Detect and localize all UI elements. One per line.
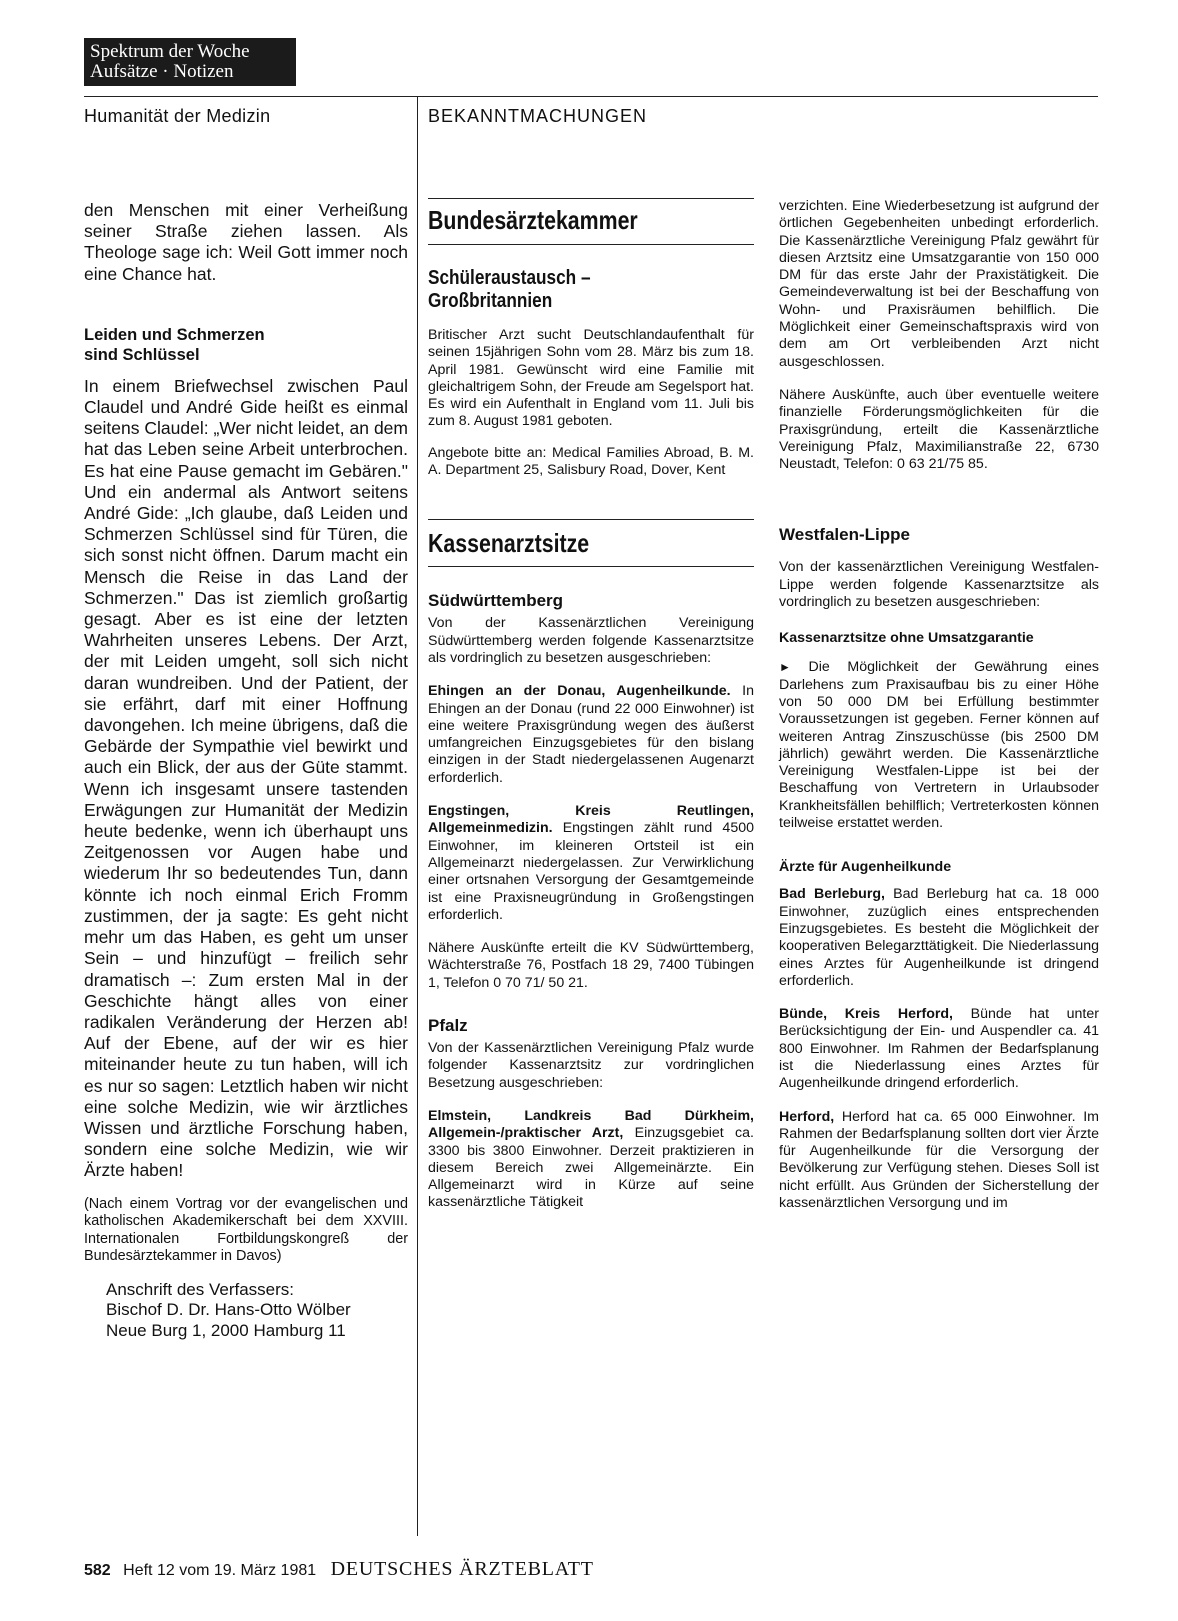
magazine-name: DEUTSCHES ÄRZTEBLATT <box>330 1558 594 1580</box>
subheading-line-1: Leiden und Schmerzen <box>84 325 265 344</box>
entry-buende-text: Bünde hat unter Berücksichtigung der Ein- und Auspendler ca. 41 800 Einwohner. Im Rahmen der Bedarfsplanung ist die Niederlassung eines Arztes für Augenheilkunde dringend erforderlich. <box>779 1006 1099 1092</box>
heading-schueler-line-2: Großbritannien <box>428 290 553 312</box>
subheading <box>84 325 408 365</box>
heading-schueleraustausch <box>428 267 708 313</box>
entry-buende <box>779 1006 1099 1092</box>
title-bundesaerztekammer: Bundesärztekammer <box>428 205 638 235</box>
entry-berleburg-title: Bad Berleburg, <box>779 886 885 903</box>
running-head-right: BEKANNTMACHUNGEN <box>428 106 648 126</box>
entry-ehingen <box>428 683 754 787</box>
page-number: 582 <box>84 1562 111 1579</box>
left-column <box>84 200 408 1341</box>
title-rule-top <box>428 198 754 199</box>
address-line-3: Neue Burg 1, 2000 Hamburg 11 <box>106 1320 346 1340</box>
subheading-line-2: sind Schlüssel <box>84 345 200 364</box>
pfalz-intro: Von der Kassenärztlichen Vereinigung Pfalz wurde folgender Kassenarztsitz zur vordringlichen Besetzung ausgeschrieben: <box>428 1040 754 1091</box>
section-badge <box>84 38 296 86</box>
column-divider <box>417 96 418 1536</box>
badge-line-2: Aufsätze · Notizen <box>90 61 234 82</box>
title-rule-top-2 <box>428 519 754 520</box>
entry-ehingen-title: Ehingen an der Donau, Augenheilkunde. <box>428 683 731 700</box>
sued-intro: Von der Kassenärztlichen Vereinigung Südwürttemberg werden folgende Kassenarztsitze als vordringlich zu besetzen ausgeschrieben: <box>428 615 754 666</box>
issue-info: Heft 12 vom 19. März 1981 <box>123 1562 317 1579</box>
entry-bad-berleburg <box>779 886 1099 990</box>
address-line-1: Anschrift des Verfassers: <box>106 1279 295 1299</box>
entry-engstingen-title: Engstingen, Kreis Reutlingen, Allgemeinmedizin. <box>428 803 754 837</box>
sued-contact: Nähere Auskünfte erteilt die KV Südwürttemberg, Wächterstraße 76, Postfach 18 29, 7400 Tübingen 1, Telefon 0 70 71/ 50 21. <box>428 940 754 991</box>
address-line-2: Bischof D. Dr. Hans-Otto Wölber <box>106 1300 351 1320</box>
title-kassenarztsitze: Kassenarztsitze <box>428 528 590 559</box>
wl-intro: Von der kassenärztlichen Vereinigung Westfalen-Lippe werden folgende Kassenarztsitze als vordringlich zu besetzen ausgeschrieben: <box>779 559 1099 611</box>
entry-ehingen-text: In Ehingen an der Donau (rund 22 000 Einwohner) ist eine weitere Praxisgründung wegen des äußerst umfangreichen Einzugsgebietes für den bislang einzigen in der Stadt niedergelassenen Augenarzt erforderlich. <box>428 683 754 786</box>
title-rule-bottom <box>428 244 754 245</box>
entry-buende-title: Bünde, Kreis Herford, <box>779 1006 954 1023</box>
heading-pfalz: Pfalz <box>428 1016 468 1036</box>
entry-herford-text: Herford hat ca. 65 000 Einwohner. Im Rahmen der Bedarfsplanung sollten dort vier Ärzte für Augenheilkunde für die Versorgung der Bevölkerung zur Verfügung stehen. Dieses Soll ist nicht erfüllt. Aus Gründen der Sicherstellung der kassenärztlichen Versorgung und im <box>779 1108 1099 1212</box>
badge-line-1: Spektrum der Woche <box>90 41 250 62</box>
entry-elmstein <box>428 1108 754 1212</box>
entry-berleburg-text: Bad Berleburg hat ca. 18 000 Einwohner, zuzüglich eines entsprechenden Einzugsgebietes. Es besteht die Möglichkeit der kooperativen Belegarzttätigkeit. Die Niederlassung eines Arztes für Augenheilkunde ist dringend erforderlich. <box>779 886 1099 989</box>
lecture-note: (Nach einem Vortrag vor der evangelischen und katholischen Akademikerschaft bei dem XXVIII. Internationalen Fortbildungskongreß der Bundesärztekammer in Davos) <box>84 1195 408 1265</box>
title-rule-bottom-2 <box>428 566 754 567</box>
running-head-left: Humanität der Medizin <box>84 106 271 126</box>
entry-herford <box>779 1109 1099 1213</box>
schueler-paragraph-1: Britischer Arzt sucht Deutschlandaufenthalt für seinen 15jährigen Sohn vom 28. März bis zum 18. April 1981. Gewünscht wird eine Familie mit gleichaltrigem Sohn, der Freude am Segelsport hat. Es wird ein Aufenthalt in England vom 11. Juli bis zum 8. August 1981 geboten. <box>428 327 754 430</box>
entry-engstingen <box>428 803 754 924</box>
entry-elmstein-text: Einzugsgebiet ca. 3300 bis 3800 Einwohner. Derzeit praktizieren in diesem Bereich zwei Allgemeinärzte. Ein Allgemeinarzt wird in Kürze auf seine kassenärztliche Tätigkeit <box>428 1125 754 1211</box>
author-address <box>84 1280 408 1342</box>
page-footer <box>84 1558 594 1581</box>
ohne-paragraph <box>779 659 1099 832</box>
middle-column <box>428 198 754 1212</box>
pfalz-contact: Nähere Auskünfte, auch über eventuelle weitere finanzielle Förderungsmöglichkeiten für die Praxisgründung, erteilt die Kassenärztliche Vereinigung Pfalz, Maximilianstraße 22, 6730 Neustadt, Telefon: 0 63 21/75 85. <box>779 386 1099 473</box>
body-paragraph: In einem Briefwechsel zwischen Paul Claudel und André Gide heißt es einmal seitens Claudel: „Wer nicht leidet, an dem hat das Leben seine Arbeit unterbrochen. Es hat eine Pause gemacht im Gebären." Und ein andermal als Antwort seitens André Gide: „Ich glaube, daß Leiden und Schmerzen Schlüssel sind für Türen, die sich sonst nicht öffnen. Darum macht ein Mensch die Reise in das Land der Schmerzen." Das ist ziemlich großartig gesagt. Aber es ist eine der letzten Wahrheiten unseres Lebens. Der Arzt, der mit Leiden umgeht, soll sich nicht daran wundreiben. Und der Patient, der sie erfährt, darf mit einer Hoffnung davongehen. Ich meine übrigens, daß die Gebärde der Sympathie viel bewirkt und auch ein Blick, der aus der Güte stammt. Wenn ich insgesamt unsere tastenden Erwägungen zur Humanität der Medizin heute bedenke, wenn ich überhaupt uns Zeitgenossen vor Augen habe und wiederum Ihr so bedeutendes Tun, dann könnte ich noch einmal Erich Fromm zustimmen, der ja sagte: Es geht nicht mehr um das Haben, es geht um unser Sein – und hinzufügt – freilich sehr dramatisch –: Zum ersten Mal in der Geschichte hängt alles von einer radikalen Veränderung der Herzen ab! Auf der Ebene, auf der wir es hier miteinander heute zu tun haben, will ich es nur so sagen: Letztlich haben wir nicht eine solche Medizin, wie wir ärztliches Wissen und ärztliche Forschung haben, sondern eine solche Medizin, wie wir Ärzte haben! <box>84 375 408 1181</box>
header-rule <box>84 96 1098 97</box>
arrow-marker-icon: ► <box>779 660 791 675</box>
intro-paragraph: den Menschen mit einer Verheißung seiner Straße ziehen lassen. Als Theologe sage ich: Weil Gott immer noch eine Chance hat. <box>84 200 408 284</box>
ohne-text: Die Möglichkeit der Gewährung eines Darlehens zum Praxisaufbau bis zu einer Höhe von 50 000 DM bei Erfüllung bestimmter Voraussetzungen ist gegeben. Ferner können auf weiteren Antrag Zinszuschüsse (bis 2500 DM jährlich) gewährt werden. Die Kassenärztliche Vereinigung Westfalen-Lippe ist bei der Beschaffung von Vertretern in Urlaubsoder Krankheitsfällen behilflich; Vertreterkosten können teilweise erstattet werden. <box>779 659 1099 832</box>
right-column <box>779 198 1099 1212</box>
heading-augenheilkunde: Ärzte für Augenheilkunde <box>779 859 952 876</box>
entry-engstingen-text: Engstingen zählt rund 4500 Einwohner, im kleineren Ortsteil ist ein Allgemeinarzt niedergelassen. Zur Verwirklichung einer ortsnahen Versorgung der Gesamtgemeinde ist eine Praxisneugründung in Großengstingen erforderlich. <box>428 820 754 923</box>
heading-suedwuerttemberg: Südwürttemberg <box>428 591 564 611</box>
heading-schueler-line-1: Schüleraustausch – <box>428 267 591 289</box>
schueler-paragraph-2: Angebote bitte an: Medical Families Abroad, B. M. A. Department 25, Salisbury Road, Dover, Kent <box>428 444 754 479</box>
entry-herford-title: Herford, <box>779 1108 835 1125</box>
heading-westfalen-lippe: Westfalen-Lippe <box>779 525 910 545</box>
pfalz-continuation: verzichten. Eine Wiederbesetzung ist aufgrund der örtlichen Gegebenheiten unbedingt erforderlich. Die Kassenärztliche Vereinigung Pfalz gewährt für diesen Arztsitz eine Umsatzgarantie von 150 000 DM für das erste Jahr der Praxistätigkeit. Die Gemeindeverwaltung ist bei der Beschaffung von Wohn- und Praxisräumen behilflich. Die Möglichkeit einer Gemeinschaftspraxis wird von dem am Ort verbleibenden Arzt nicht ausgeschlossen. <box>779 198 1099 370</box>
entry-elmstein-title: Elmstein, Landkreis Bad Dürkheim, Allgemein-/praktischer Arzt, <box>428 1107 754 1142</box>
heading-ohne-umsatzgarantie: Kassenarztsitze ohne Umsatzgarantie <box>779 630 1034 647</box>
